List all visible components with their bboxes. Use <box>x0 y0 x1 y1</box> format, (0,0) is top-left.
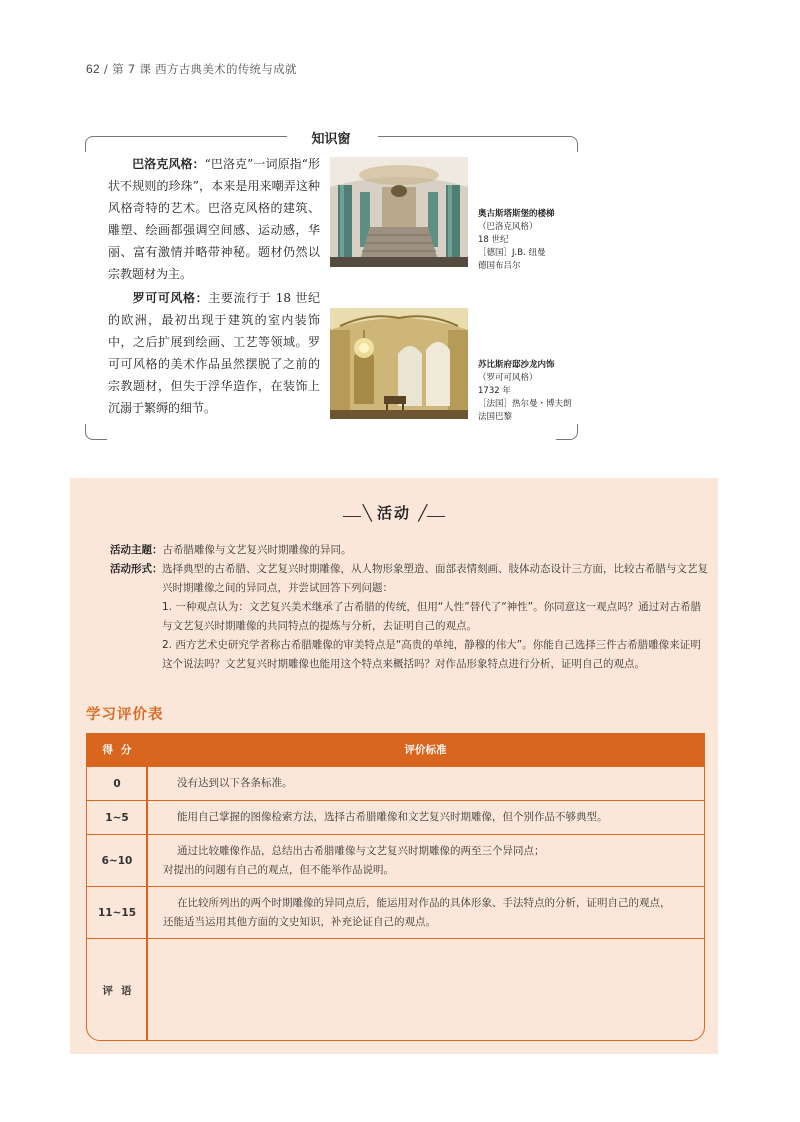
frame-corner-bottom-left <box>85 424 107 440</box>
activity-question: 1. 一种观点认为：文艺复兴美术继承了古希腊的传统，但用“人性”替代了“神性”。你同意这一观点吗？通过对古希腊与文艺复兴时期雕像的共同特点的提炼与分析，去证明自己的观点。 <box>162 601 702 632</box>
table-row-comment <box>87 938 704 1041</box>
row-criteria: 没有达到以下各条标准。 <box>177 777 293 789</box>
caption-rococo <box>478 359 572 424</box>
table-row <box>87 800 704 834</box>
baroque-text: “巴洛克”一词原指“形状不规则的珍珠”，本来是用来嘲弄这种风格奇特的艺术。巴洛克风格的建筑、雕塑、绘画都强调空间感、运动感，华丽、富有激情并略带神秘。题材仍然以宗教题材为主。 <box>108 157 320 281</box>
activity-question: 2. 西方艺术史研究学者称古希腊雕像的审美特点是“高贵的单纯，静穆的伟大”。你能自己选择三件古希腊雕像来证明这个说法吗？文艺复兴时期雕像也能用这个特点来概括吗？对作品形象特点进行分析，证明自己的观点。 <box>162 639 701 670</box>
caption-baroque-line: （巴洛克风格） <box>478 222 538 232</box>
activity-form-text: 选择典型的古希腊、文艺复兴时期雕像，从人物形象塑造、面部表情刻画、肢体动态设计三方面，比较古希腊与文艺复兴时期雕像之间的异同点，并尝试回答下列问题： <box>162 563 708 594</box>
evaluation-table <box>86 733 705 1041</box>
header-criteria: 评价标准 <box>404 744 447 756</box>
title-right-ornament-icon: ╱ <box>418 504 447 522</box>
caption-baroque-line: 德国布吕尔 <box>478 261 521 271</box>
activity-theme <box>110 541 352 560</box>
row-score: 评语 <box>102 985 140 997</box>
evaluation-title: 学习评价表 <box>86 707 164 723</box>
activity-form <box>110 560 708 598</box>
baroque-term: 巴洛克风格： <box>132 157 205 171</box>
baroque-paragraph <box>108 153 320 285</box>
rococo-text: 主要流行于 18 世纪的欧洲，最初出现于建筑的室内装饰中，之后扩展到绘画、工艺等领域。罗可可风格的美术作品虽然摆脱了之前的宗教题材，但失于浮华造作，在装饰上沉溺于繁缛的细节。 <box>108 291 320 415</box>
caption-rococo-title: 苏比斯府邸沙龙内饰 <box>478 360 555 370</box>
activity-form-label: 活动形式： <box>110 563 163 575</box>
caption-rococo-line: ［法国］热尔曼・博夫朗 <box>478 399 572 409</box>
activity-theme-text: 古希腊雕像与文艺复兴时期雕像的异同。 <box>162 544 352 556</box>
caption-baroque-title: 奥古斯塔斯堡的楼梯 <box>478 209 555 219</box>
rococo-paragraph <box>108 287 320 419</box>
caption-baroque-line: ［德国］J.B. 纽曼 <box>478 248 546 258</box>
baroque-staircase-image <box>330 157 468 267</box>
lesson-title: 第 7 课 西方古典美术的传统与成就 <box>112 62 297 76</box>
title-left-ornament-icon: ╲ <box>341 504 370 522</box>
rococo-term: 罗可可风格： <box>132 291 209 305</box>
caption-rococo-line: （罗可可风格） <box>478 373 538 383</box>
table-divider <box>146 734 148 1040</box>
page-header <box>86 61 297 77</box>
table-row <box>87 834 704 886</box>
table-row <box>87 766 704 800</box>
activity-title: ╲ 活动 ╱ <box>70 502 718 523</box>
header-score: 得分 <box>102 744 140 756</box>
page-number: 62 <box>86 62 100 76</box>
row-criteria: 能用自己掌握的图像检索方法，选择古希腊雕像和文艺复兴时期雕像，但个别作品不够典型。 <box>177 811 608 823</box>
caption-baroque-line: 18 世纪 <box>478 235 509 245</box>
table-header <box>87 734 704 766</box>
table-row <box>87 886 704 938</box>
frame-corner-bottom-right <box>556 424 578 440</box>
row-criteria: 在比较所列出的两个时期雕像的异同点后，能运用对作品的具体形象、手法特点的分析，证明自己的观点， 还能适当运用其他方面的文史知识，补充论证自己的观点。 <box>163 896 671 928</box>
activity-panel <box>70 478 718 1054</box>
row-criteria: 通过比较雕像作品，总结出古希腊雕像与文艺复兴时期雕像的两至三个异同点； 对提出的问题有自己的观点，但不能举作品说明。 <box>163 844 545 876</box>
header-separator: / <box>103 62 109 76</box>
row-score: 1~5 <box>105 811 129 824</box>
comment-area[interactable] <box>163 939 694 1041</box>
row-score: 6~10 <box>101 854 133 867</box>
rococo-salon-image <box>330 308 468 419</box>
row-score: 11~15 <box>97 906 137 919</box>
caption-rococo-line: 1732 年 <box>478 386 511 396</box>
caption-baroque <box>478 208 555 273</box>
activity-theme-label: 活动主题： <box>110 544 163 556</box>
caption-rococo-line: 法国巴黎 <box>478 412 513 422</box>
knowledge-window-title: 知识窗 <box>0 128 662 147</box>
row-score: 0 <box>113 777 121 790</box>
